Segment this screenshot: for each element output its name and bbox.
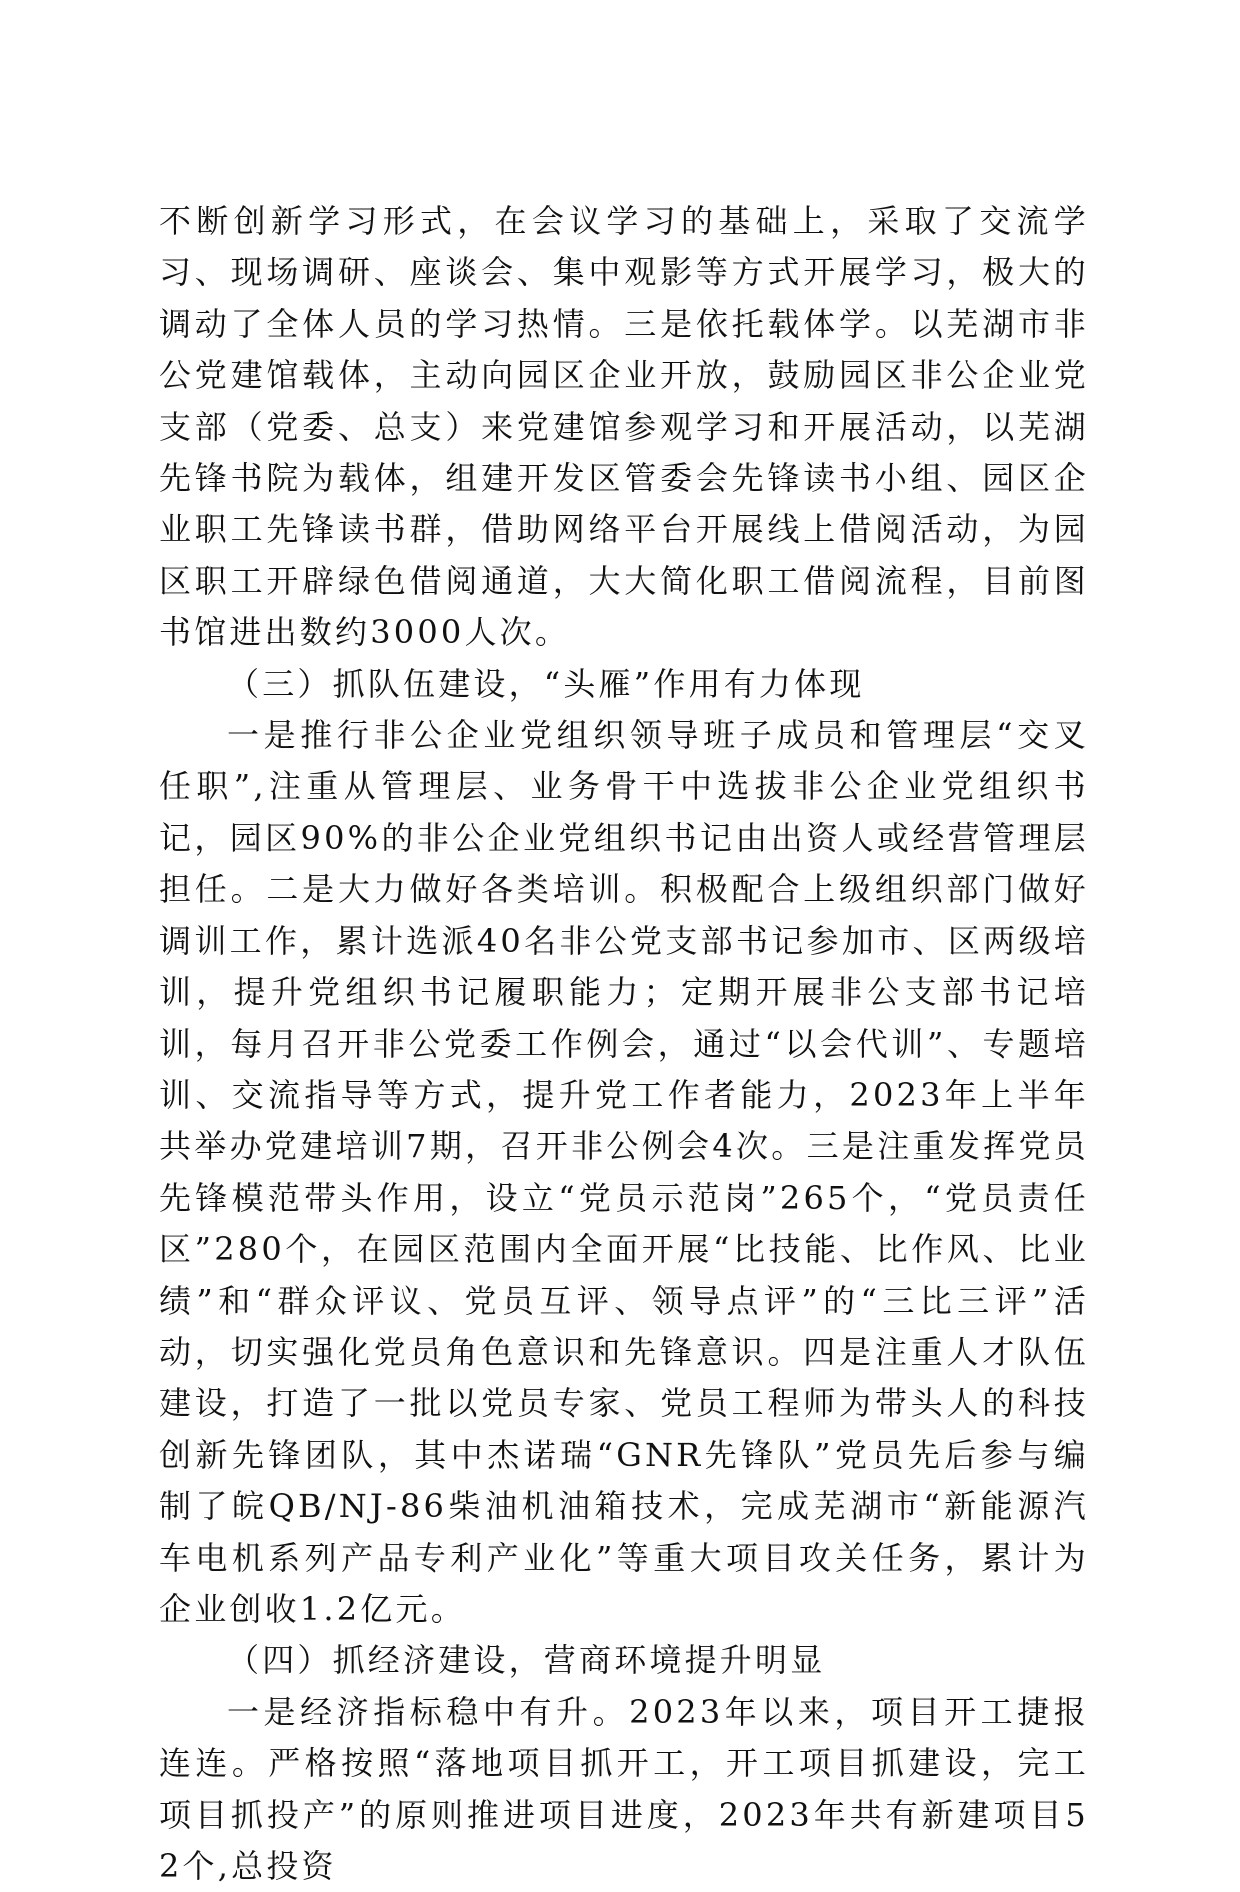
paragraph-team-building: 一是推行非公企业党组织领导班子成员和管理层“交叉任职”,注重从管理层、业务骨干中选拔非公企业党组织书记，园区90%的非公企业党组织书记由出资人或经营管理层担任。二是大力做好各类培训。积极配合上级组织部门做好调训工作，累计选派40名非公党支部书记参加市、区两级培训，提升党组织书记履职能力；定期开展非公支部书记培训，每月召开非公党委工作例会，通过“以会代训”、专题培训、交流指导等方式，提升党工作者能力，2023年上半年共举办党建培训7期，召开非公例会4次。三是注重发挥党员先锋模范带头作用，设立“党员示范岗”265个，“党员责任区”280个，在园区范围内全面开展“比技能、比作风、比业绩”和“群众评议、党员互评、领导点评”的“三比三评”活动，切实强化党员角色意识和先锋意识。四是注重人才队伍建设，打造了一批以党员专家、党员工程师为带头人的科技创新先锋团队，其中杰诺瑞“GNR先锋队”党员先后参与编制了皖QB/NJ-86柴油机油箱技术，完成芜湖市“新能源汽车电机系列产品专利产业化”等重大项目攻关任务，累计为企业创收1.2亿元。 <box>159 716 1089 1628</box>
section-heading-economic-building: （四）抓经济建设，营商环境提升明显 <box>227 1641 826 1680</box>
paragraph-study-forms: 不断创新学习形式，在会议学习的基础上，采取了交流学习、现场调研、座谈会、集中观影等方式开展学习，极大的调动了全体人员的学习热情。三是依托载体学。以芜湖市非公党建馆载体，主动向园区企业开放，鼓励园区非公企业党支部（党委、总支）来党建馆参观学习和开展活动，以芜湖先锋书院为载体，组建开发区管委会先锋读书小组、园区企业职工先锋读书群，借助网络平台开展线上借阅活动，为园区职工开辟绿色借阅通道，大大简化职工借阅流程，目前图书馆进出数约3000人次。 <box>159 202 1089 652</box>
section-heading-team-building: （三）抓队伍建设，“头雁”作用有力体现 <box>227 664 865 703</box>
document-body <box>159 196 1089 1892</box>
paragraph-economic-building: 一是经济指标稳中有升。2023年以来，项目开工捷报连连。严格按照“落地项目抓开工，开工项目抓建设，完工项目抓投产”的原则推进项目进度，2023年共有新建项目52个,总投资 <box>159 1692 1089 1885</box>
